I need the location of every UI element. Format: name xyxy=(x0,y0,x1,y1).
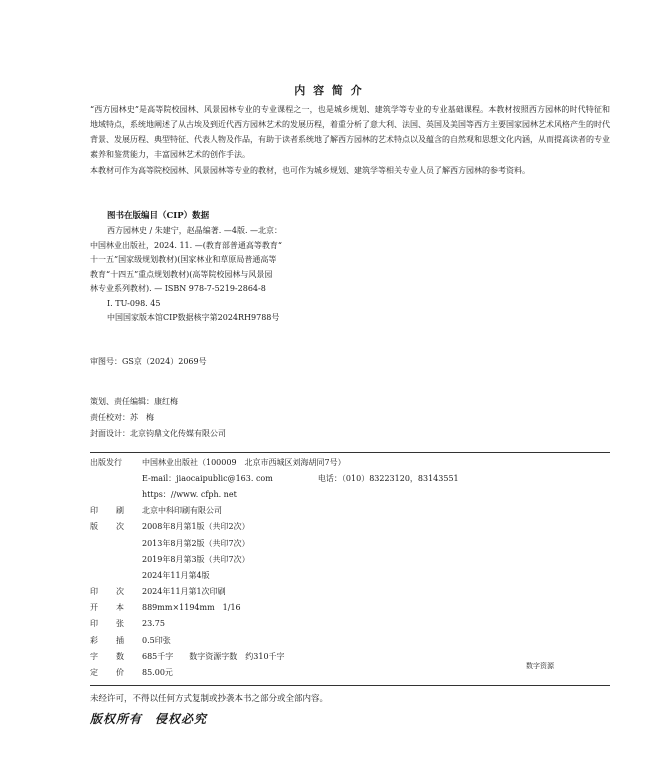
email-value: E-mail：jiaocaipublic@163. com xyxy=(142,473,273,483)
rights-reserved: 版权所有 侵权必究 xyxy=(90,712,208,726)
summary-paragraph-2: 本教材可作为高等院校园林、风景园林等专业的教材，也可作为城乡规划、建筑学等相关专业人员了解西方园林的参考资料。 xyxy=(90,166,530,175)
info-label: 印 刷 xyxy=(90,506,124,516)
publication-info-table xyxy=(90,454,459,681)
info-row xyxy=(90,616,459,632)
info-value: 2008年8月第1版（共印2次） xyxy=(142,522,250,532)
info-value: 2024年11月第1次印刷 xyxy=(142,587,226,597)
info-label: 开 本 xyxy=(90,603,124,613)
info-row xyxy=(90,600,459,616)
cip-line: 十一五”国家级规划教材)(国家林业和草原局普通高等 xyxy=(90,255,277,264)
contact-value xyxy=(142,470,459,486)
info-value: 2013年8月第2版（共印7次） xyxy=(142,538,250,548)
info-row xyxy=(90,454,459,470)
info-row xyxy=(90,503,459,519)
divider xyxy=(90,685,610,686)
info-label: 印 张 xyxy=(90,619,124,629)
cip-line: Ⅰ. TU-098. 45 xyxy=(107,298,161,308)
cover-design-credit: 封面设计：北京钧鼎文化传媒有限公司 xyxy=(90,429,226,438)
cip-line: 林专业系列教材). — ISBN 978-7-5219-2864-8 xyxy=(90,284,266,293)
info-row xyxy=(90,584,459,600)
cip-line: 中国林业出版社，2024. 11. —(教育部普通高等教育“ xyxy=(90,240,282,250)
info-row xyxy=(90,664,459,680)
map-license-number: 审图号：GS京（2024）2069号 xyxy=(90,357,207,366)
proofreader-credit: 责任校对：苏 梅 xyxy=(90,413,154,422)
info-label: 印 次 xyxy=(90,587,124,597)
copyright-warning: 未经许可，不得以任何方式复制或抄袭本书之部分或全部内容。 xyxy=(90,694,329,704)
info-value: 85.00元 xyxy=(142,668,173,678)
phone-value: 电话：（010）83223120，83143551 xyxy=(317,473,459,483)
cip-line: 西方园林史 / 朱建宁，赵晶编著. —4版. —北京： xyxy=(107,226,283,235)
cip-heading: 图书在版编目（CIP）数据 xyxy=(107,211,210,221)
info-row xyxy=(90,551,459,567)
website-value: https：//www. cfph. net xyxy=(142,489,237,499)
publisher-value: 中国林业出版社（100009 北京市西城区刘海胡同7号） xyxy=(142,457,346,467)
cip-block xyxy=(90,224,282,326)
info-value: 北京中科印刷有限公司 xyxy=(142,506,222,516)
info-value: 2019年8月第3版（共印7次） xyxy=(142,554,250,564)
info-value: 685千字 数字资源字数 约310千字 xyxy=(142,651,285,661)
info-row xyxy=(90,535,459,551)
info-label: 版 次 xyxy=(90,522,124,532)
info-row xyxy=(90,567,459,583)
info-label: 出版发行 xyxy=(90,457,122,467)
info-label: 字 数 xyxy=(90,651,124,661)
info-value: 889mm×1194mm 1/16 xyxy=(142,603,241,613)
info-value: 2024年11月第4版 xyxy=(142,570,210,580)
info-label: 定 价 xyxy=(90,668,124,678)
info-row xyxy=(90,632,459,648)
cip-line: 中国国家版本馆CIP数据核字第2024RH9788号 xyxy=(107,313,280,322)
divider xyxy=(90,452,610,453)
info-label: 彩 插 xyxy=(90,635,124,645)
info-value: 0.5印张 xyxy=(142,635,171,645)
info-row xyxy=(90,470,459,486)
info-row xyxy=(90,486,459,502)
info-row xyxy=(90,519,459,535)
digital-resource-note: 数字资源 xyxy=(526,662,554,670)
summary-title: 内 容 简 介 xyxy=(294,84,364,97)
cip-line: 教育“十四五”重点规划教材)(高等院校园林与风景园 xyxy=(90,269,273,279)
info-value: 23.75 xyxy=(142,619,165,629)
editor-credit: 策划、责任编辑：康红梅 xyxy=(90,397,178,406)
info-row xyxy=(90,648,459,664)
summary-paragraph-1: “西方园林史”是高等院校园林、风景园林专业的专业课程之一，也是城乡规划、建筑学等专业的专业基础课程。本教材按照西方园林的时代特征和地域特点，系统地阐述了从古埃及到近代西方园林艺术的发展历程，着重分析了意大利、法国、英国及美国等西方主要国家园林艺术风格产生的时代背景、发展历程、典型特征、代表人物及作品，有助于读者系统地了解西方园林的艺术特点以及蕴含的自然观和思想文化内涵，从而提高读者的专业素养和鉴赏能力，丰富园林艺术的创作手法。 xyxy=(90,105,610,159)
